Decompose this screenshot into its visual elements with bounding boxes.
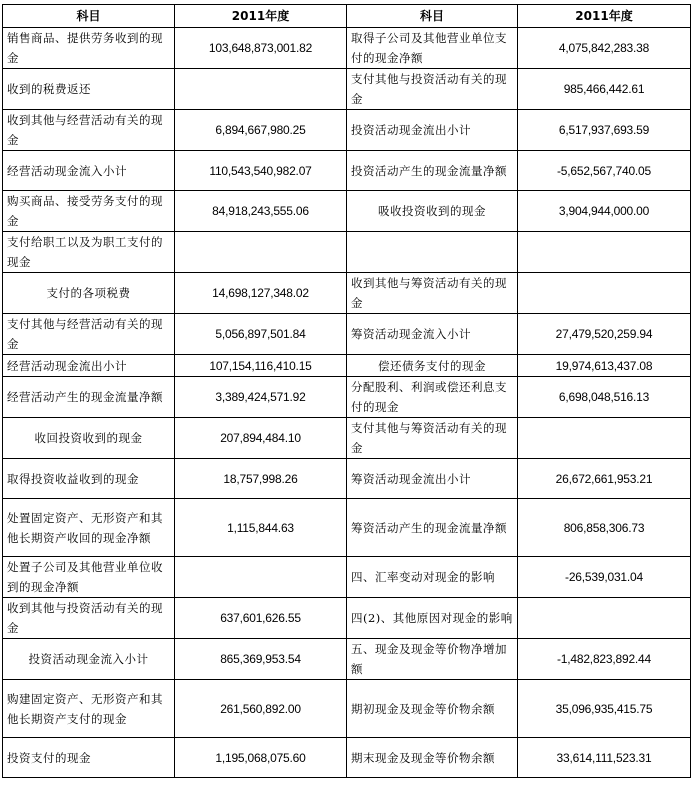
row-amount-right: 806,858,306.73 xyxy=(518,499,691,557)
table-row xyxy=(3,191,691,232)
table-row xyxy=(3,273,691,314)
row-subject-left: 投资活动现金流入小计 xyxy=(3,639,175,680)
row-amount-left: 84,918,243,555.06 xyxy=(175,191,347,232)
row-subject-left: 经营活动现金流出小计 xyxy=(3,355,175,377)
row-amount-right: 27,479,520,259.94 xyxy=(518,314,691,355)
table-row xyxy=(3,355,691,377)
row-subject-right: 四、汇率变动对现金的影响 xyxy=(347,557,518,598)
header-year-right: 2011年度 xyxy=(518,5,691,28)
table-row xyxy=(3,680,691,738)
row-amount-left: 110,543,540,982.07 xyxy=(175,151,347,191)
row-subject-left: 经营活动现金流入小计 xyxy=(3,151,175,191)
table-row xyxy=(3,69,691,110)
row-amount-left: 107,154,116,410.15 xyxy=(175,355,347,377)
row-amount-right: 19,974,613,437.08 xyxy=(518,355,691,377)
row-amount-right: 26,672,661,953.21 xyxy=(518,459,691,499)
row-amount-left xyxy=(175,557,347,598)
cash-flow-table xyxy=(2,4,691,778)
row-subject-left: 处置子公司及其他营业单位收到的现金净额 xyxy=(3,557,175,598)
row-subject-left: 销售商品、提供劳务收到的现金 xyxy=(3,28,175,69)
table-row xyxy=(3,28,691,69)
row-subject-right: 期初现金及现金等价物余额 xyxy=(347,680,518,738)
row-amount-right xyxy=(518,418,691,459)
table-row xyxy=(3,314,691,355)
row-subject-right: 支付其他与投资活动有关的现金 xyxy=(347,69,518,110)
row-amount-right xyxy=(518,598,691,639)
row-subject-left: 收到的税费返还 xyxy=(3,69,175,110)
table-body xyxy=(3,28,691,778)
row-amount-left: 14,698,127,348.02 xyxy=(175,273,347,314)
table-row xyxy=(3,557,691,598)
row-amount-left: 865,369,953.54 xyxy=(175,639,347,680)
header-subject-left: 科目 xyxy=(3,5,175,28)
row-subject-left: 购建固定资产、无形资产和其他长期资产支付的现金 xyxy=(3,680,175,738)
row-amount-right: -5,652,567,740.05 xyxy=(518,151,691,191)
row-amount-right: -26,539,031.04 xyxy=(518,557,691,598)
row-amount-right xyxy=(518,273,691,314)
row-amount-right: 3,904,944,000.00 xyxy=(518,191,691,232)
table-row xyxy=(3,151,691,191)
row-amount-left: 1,195,068,075.60 xyxy=(175,738,347,778)
row-amount-left xyxy=(175,69,347,110)
row-subject-left: 支付的各项税费 xyxy=(3,273,175,314)
row-amount-left: 1,115,844.63 xyxy=(175,499,347,557)
row-subject-right: 筹资活动现金流出小计 xyxy=(347,459,518,499)
table-row xyxy=(3,110,691,151)
row-subject-left: 收到其他与投资活动有关的现金 xyxy=(3,598,175,639)
row-subject-right: 投资活动产生的现金流量净额 xyxy=(347,151,518,191)
table-row xyxy=(3,377,691,418)
row-amount-left: 5,056,897,501.84 xyxy=(175,314,347,355)
header-row xyxy=(3,5,691,28)
table-row xyxy=(3,459,691,499)
table-row xyxy=(3,499,691,557)
row-amount-left: 18,757,998.26 xyxy=(175,459,347,499)
row-subject-right: 投资活动现金流出小计 xyxy=(347,110,518,151)
table-row xyxy=(3,738,691,778)
row-amount-right: 985,466,442.61 xyxy=(518,69,691,110)
row-amount-right: -1,482,823,892.44 xyxy=(518,639,691,680)
row-subject-right: 偿还债务支付的现金 xyxy=(347,355,518,377)
row-subject-left: 经营活动产生的现金流量净额 xyxy=(3,377,175,418)
row-subject-right: 五、现金及现金等价物净增加额 xyxy=(347,639,518,680)
row-amount-left: 207,894,484.10 xyxy=(175,418,347,459)
row-subject-right: 筹资活动现金流入小计 xyxy=(347,314,518,355)
row-subject-right: 分配股利、利润或偿还利息支付的现金 xyxy=(347,377,518,418)
header-subject-right: 科目 xyxy=(347,5,518,28)
row-subject-right: 筹资活动产生的现金流量净额 xyxy=(347,499,518,557)
row-amount-right xyxy=(518,232,691,273)
row-subject-right: 四(2)、其他原因对现金的影响 xyxy=(347,598,518,639)
row-subject-left: 支付给职工以及为职工支付的现金 xyxy=(3,232,175,273)
row-subject-left: 取得投资收益收到的现金 xyxy=(3,459,175,499)
row-amount-right: 33,614,111,523.31 xyxy=(518,738,691,778)
row-amount-left: 261,560,892.00 xyxy=(175,680,347,738)
header-year-left: 2011年度 xyxy=(175,5,347,28)
row-amount-left: 637,601,626.55 xyxy=(175,598,347,639)
row-subject-right: 支付其他与筹资活动有关的现金 xyxy=(347,418,518,459)
row-subject-right xyxy=(347,232,518,273)
row-amount-right: 6,698,048,516.13 xyxy=(518,377,691,418)
row-amount-right: 4,075,842,283.38 xyxy=(518,28,691,69)
row-subject-left: 处置固定资产、无形资产和其他长期资产收回的现金净额 xyxy=(3,499,175,557)
row-subject-left: 购买商品、接受劳务支付的现金 xyxy=(3,191,175,232)
row-subject-right: 期末现金及现金等价物余额 xyxy=(347,738,518,778)
table-row xyxy=(3,232,691,273)
table-row xyxy=(3,598,691,639)
row-subject-left: 支付其他与经营活动有关的现金 xyxy=(3,314,175,355)
row-amount-left xyxy=(175,232,347,273)
row-subject-left: 收到其他与经营活动有关的现金 xyxy=(3,110,175,151)
table-row xyxy=(3,418,691,459)
row-subject-right: 收到其他与筹资活动有关的现金 xyxy=(347,273,518,314)
row-subject-right: 吸收投资收到的现金 xyxy=(347,191,518,232)
row-subject-left: 投资支付的现金 xyxy=(3,738,175,778)
row-amount-right: 35,096,935,415.75 xyxy=(518,680,691,738)
row-subject-right: 取得子公司及其他营业单位支付的现金净额 xyxy=(347,28,518,69)
row-amount-left: 6,894,667,980.25 xyxy=(175,110,347,151)
row-amount-left: 3,389,424,571.92 xyxy=(175,377,347,418)
row-amount-right: 6,517,937,693.59 xyxy=(518,110,691,151)
table-row xyxy=(3,639,691,680)
row-subject-left: 收回投资收到的现金 xyxy=(3,418,175,459)
row-amount-left: 103,648,873,001.82 xyxy=(175,28,347,69)
